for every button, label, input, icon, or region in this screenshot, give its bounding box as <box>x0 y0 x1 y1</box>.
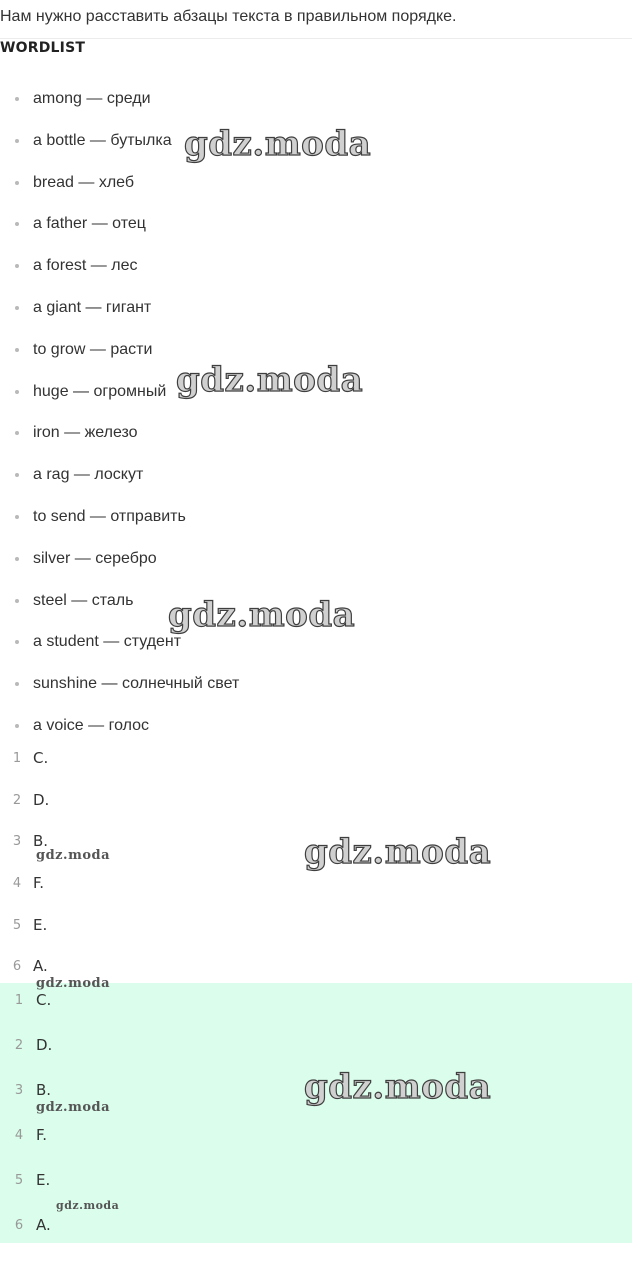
list-item <box>0 287 632 329</box>
list-item <box>0 245 632 287</box>
bullet-icon <box>15 640 19 644</box>
answer-value: D. <box>33 790 50 809</box>
answer-number: 5 <box>14 1173 24 1188</box>
bullet-icon <box>15 348 19 352</box>
answer-number: 2 <box>14 1038 24 1053</box>
word-pair: a bottle — бутылка <box>33 131 172 149</box>
bullet-icon <box>15 264 19 268</box>
answer-value: E. <box>36 1171 51 1189</box>
answer-value: A. <box>36 1216 51 1234</box>
word-pair: silver — серебро <box>33 549 157 567</box>
word-pair: huge — огромный <box>33 382 167 400</box>
answer-number: 4 <box>14 1128 24 1143</box>
bullet-icon <box>15 97 19 101</box>
answer-value: B. <box>33 832 49 851</box>
word-pair: a rag — лоскут <box>33 466 144 484</box>
word-pair: to grow — расти <box>33 340 153 358</box>
list-item <box>0 78 632 120</box>
answer-value: B. <box>36 1081 52 1099</box>
watermark: gdz.moda <box>184 124 372 164</box>
answer-number: 5 <box>12 917 22 933</box>
answer-item <box>0 780 632 822</box>
bullet-icon <box>15 599 19 603</box>
wordlist <box>0 78 632 747</box>
word-pair: iron — железо <box>33 424 138 442</box>
answer-value: F. <box>33 874 44 893</box>
answer-value: C. <box>33 749 49 767</box>
word-pair: a father — отец <box>33 215 146 233</box>
bullet-icon <box>15 724 19 728</box>
watermark: gdz.moda <box>36 848 111 863</box>
watermark: gdz.moda <box>36 976 111 991</box>
watermark: gdz.moda <box>168 595 356 635</box>
answer-item <box>0 738 632 780</box>
list-item <box>0 412 632 454</box>
list-item <box>0 538 632 580</box>
answer-number: 3 <box>14 1083 24 1098</box>
bullet-icon <box>15 557 19 561</box>
answer-value: A. <box>33 957 48 976</box>
bullet-icon <box>15 139 19 143</box>
answer-item <box>0 1158 632 1203</box>
watermark: gdz.moda <box>304 832 492 872</box>
watermark: gdz.moda <box>304 1067 492 1107</box>
word-pair: a forest — лес <box>33 257 138 275</box>
watermark: gdz.moda <box>176 360 364 400</box>
bullet-icon <box>15 682 19 686</box>
word-pair: to send — отправить <box>33 507 186 525</box>
word-pair: among — среди <box>33 90 151 107</box>
bullet-icon <box>15 473 19 477</box>
bullet-icon <box>15 515 19 519</box>
list-item <box>0 663 632 705</box>
answer-value: F. <box>36 1126 47 1144</box>
word-pair: a voice — голос <box>33 716 150 734</box>
answer-item <box>0 1023 632 1068</box>
word-pair: sunshine — солнечный свет <box>33 675 240 693</box>
bullet-icon <box>15 222 19 226</box>
list-item <box>0 162 632 204</box>
answer-value: C. <box>36 991 52 1009</box>
answer-number: 6 <box>12 959 22 975</box>
word-pair: a giant — гигант <box>33 298 152 316</box>
bullet-icon <box>15 390 19 394</box>
watermark: gdz.moda <box>56 1199 120 1212</box>
answer-number: 2 <box>12 792 22 808</box>
answer-number: 3 <box>12 834 22 850</box>
bullet-icon <box>15 306 19 310</box>
answer-number: 4 <box>12 876 22 892</box>
answer-value: D. <box>36 1036 53 1054</box>
answer-number: 1 <box>12 751 22 766</box>
answer-item <box>0 905 632 947</box>
answer-number: 1 <box>14 993 24 1008</box>
answer-item <box>0 1113 632 1158</box>
intro-text: Нам нужно расставить абзацы текста в правильном порядке. <box>0 8 457 25</box>
bullet-icon <box>15 181 19 185</box>
divider <box>0 38 632 39</box>
watermark: gdz.moda <box>36 1100 111 1115</box>
word-pair: a student — студент <box>33 633 182 651</box>
answer-number: 6 <box>14 1218 24 1233</box>
list-item <box>0 454 632 496</box>
list-item <box>0 203 632 245</box>
answer-value: E. <box>33 915 48 934</box>
wordlist-heading: WORDLIST <box>0 40 86 56</box>
word-pair: steel — сталь <box>33 591 134 609</box>
word-pair: bread — хлеб <box>33 173 135 191</box>
list-item <box>0 496 632 538</box>
bullet-icon <box>15 431 19 435</box>
